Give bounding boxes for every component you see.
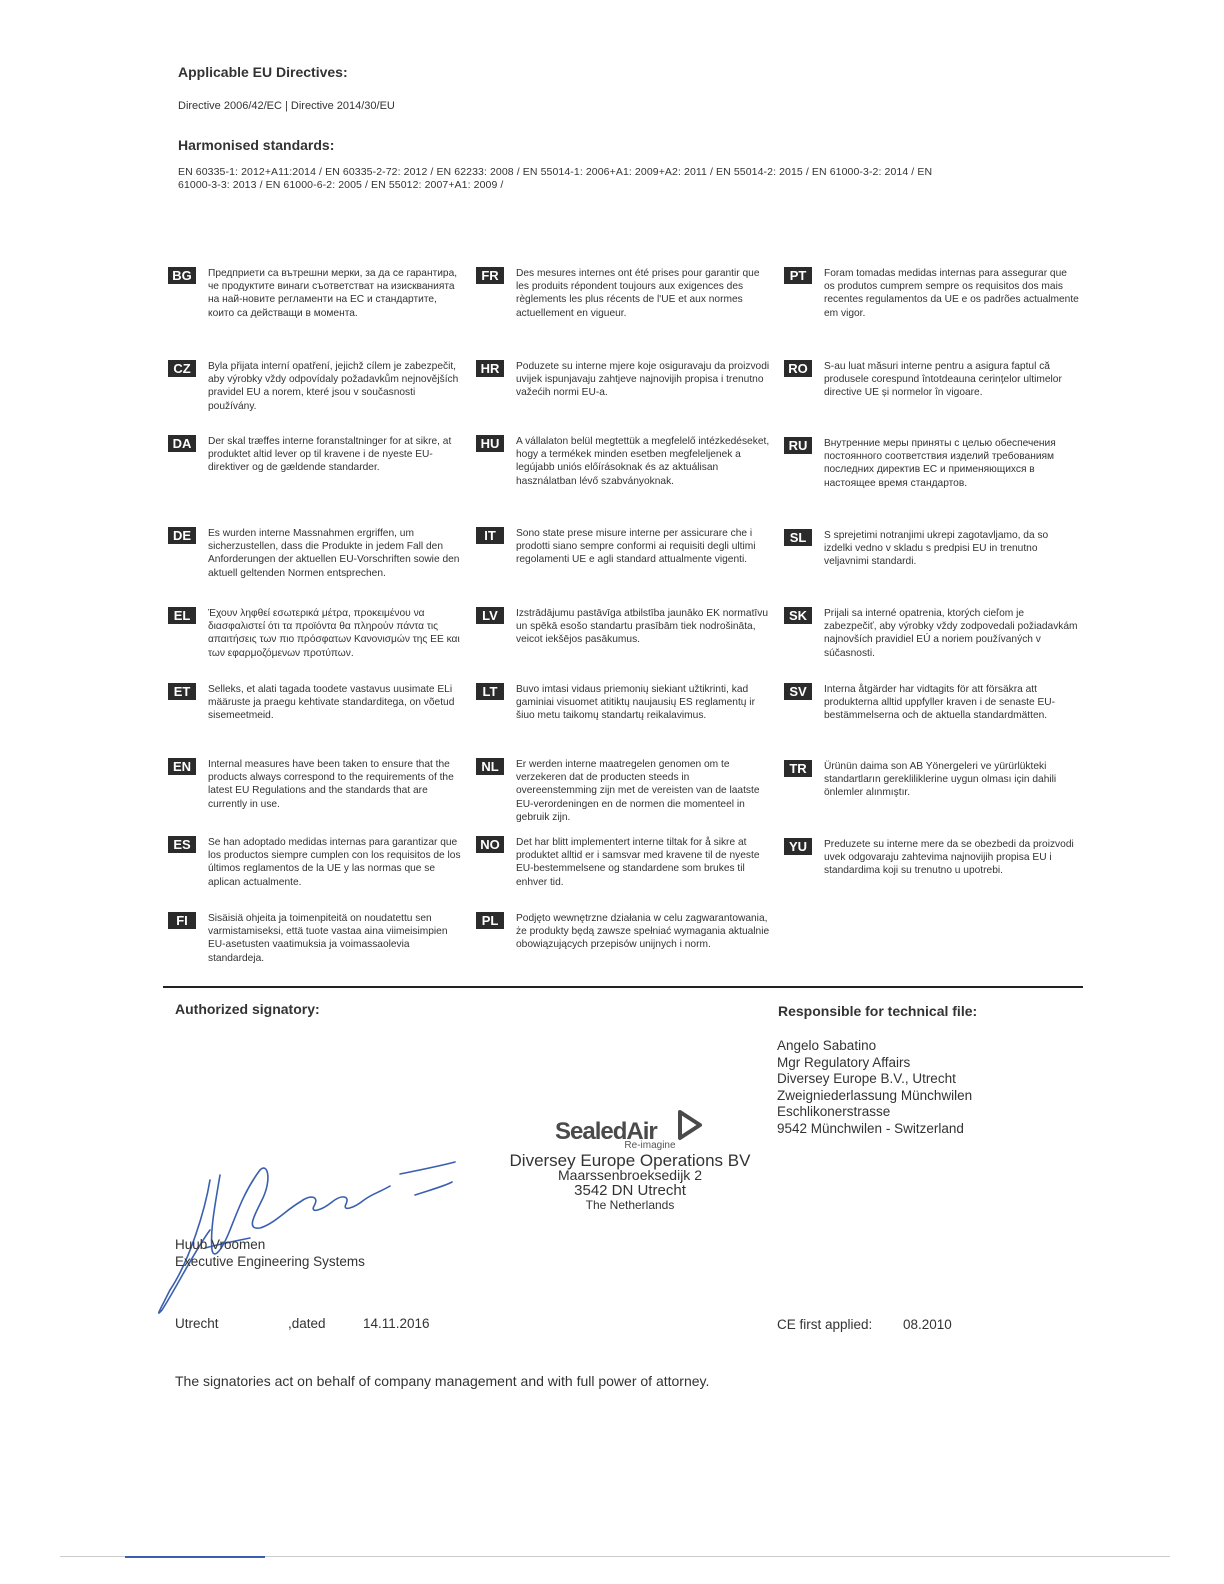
- dated-label: ,dated: [288, 1316, 326, 1331]
- lang-text: A vállalaton belül megtettük a megfelelő intézkedéseket, hogy a termékek minden esetben megfeleljenek a legújabb uniós előírásoknak és az aktuálisan használatban lévő szabványoknak.: [516, 436, 770, 487]
- standards-line-2: 61000-3-3: 2013 / EN 61000-6-2: 2005 / EN 55012: 2007+A1: 2009 /: [178, 179, 504, 191]
- lang-text: Ürünün daima son AB Yönergeleri ve yürürlükteki standartların gerekliliklerine uygun olması için dahili önlemler alınmıştır.: [824, 761, 1057, 799]
- company-logo-text: SealedAir: [555, 1118, 657, 1145]
- footer-accent-rule: [125, 1556, 265, 1558]
- lang-text: Interna åtgärder har vidtagits för att försäkra att produkterna alltid uppfyller kraven i de senaste EU-bestämmelserna och de aktuella standardmätten.: [824, 684, 1056, 722]
- standards-title: Harmonised standards:: [178, 137, 335, 153]
- lang-text: Se han adoptado medidas internas para garantizar que los productos siempre cumplen con los requisitos de los últimos reglamentos de la UE y las normas que se aplican actualmente.: [208, 837, 461, 888]
- lang-text: Izstrādājumu pastāvīga atbilstība jaunāko EK normatīvu un spēkā esošo standartu prasībām tiek nodrošināta, veicot iekšējos pasākumus.: [516, 608, 768, 646]
- lang-code: EL: [168, 607, 196, 624]
- signatory-name: Huub Vroomen: [175, 1237, 266, 1252]
- company-name: Diversey Europe Operations BV: [509, 1151, 751, 1170]
- lang-text: Internal measures have been taken to ensure that the products always correspond to the requirements of the latest EU Regulations and the standards that are currently in use.: [208, 759, 454, 810]
- lang-text: Podjęto wewnętrzne działania w celu zagwarantowania, że produkty będą zawsze spełniać wymagania aktualnie obowiązujących przepisów unijnych i norm.: [516, 913, 770, 951]
- lang-code: FR: [476, 267, 504, 284]
- company-street: Maarssenbroeksedijk 2: [558, 1167, 702, 1183]
- lang-code: RU: [784, 437, 812, 454]
- footer-note: The signatories act on behalf of company management and with full power of attorney.: [175, 1373, 710, 1389]
- lang-code: ES: [168, 836, 196, 853]
- section-divider: [163, 986, 1083, 988]
- handwritten-signature: [150, 1150, 470, 1320]
- lang-code: HU: [476, 435, 504, 452]
- technical-file-title: Responsible for technical file:: [778, 1003, 978, 1019]
- lang-code: HR: [476, 360, 504, 377]
- company-tagline: Re-imagine: [624, 1140, 676, 1151]
- lang-code: NO: [476, 836, 504, 853]
- lang-text: Foram tomadas medidas internas para assegurar que os produtos cumprem sempre os requisitos dos mais recentes regulamentos da UE e os padrões actualmente em vigor.: [824, 268, 1079, 319]
- lang-code: SL: [784, 529, 812, 546]
- company-stamp: [500, 1108, 760, 1213]
- technical-file-line: 9542 Münchwilen - Switzerland: [777, 1120, 964, 1136]
- lang-text: Предприети са вътрешни мерки, за да се гарантира, че продуктите винаги съответстват на изискванията на най-новите регламенти на ЕС и стандартите, които са действащи в момента.: [208, 268, 458, 319]
- sealedair-logo-icon: [676, 1108, 706, 1142]
- company-country: The Netherlands: [585, 1198, 675, 1212]
- technical-file-line: Diversey Europe B.V., Utrecht: [777, 1071, 956, 1086]
- lang-code: DE: [168, 527, 196, 544]
- lang-text: Poduzete su interne mjere koje osiguravaju da proizvodi uvijek ispunjavaju zahtjeve najnovijih propisa i trenutno važećih normi EU-a.: [516, 361, 770, 399]
- lang-code: YU: [784, 838, 812, 855]
- lang-text: Внутренние меры приняты с целью обеспечения постоянного соответствия изделий требованиям последних директив ЕС и применяющихся в настоящее время стандартов.: [824, 438, 1056, 489]
- ce-first-applied-value: 08.2010: [903, 1317, 952, 1332]
- directives-text: Directive 2006/42/EC | Directive 2014/30/EU: [178, 100, 395, 112]
- lang-text: Buvo imtasi vidaus priemonių siekiant užtikrinti, kad gaminiai visuomet atitiktų naujausių ES reglamentų ir šiuo metu taikomų standartų reikalavimus.: [516, 684, 755, 722]
- lang-text: Prijali sa interné opatrenia, ktorých cieľom je zabezpečiť, aby výrobky vždy zodpovedali požiadavkám najnovších pravidiel EÚ a noriem používaných v súčasnosti.: [824, 608, 1078, 659]
- lang-text: S-au luat măsuri interne pentru a asigura faptul că produsele corespund întotdeauna cerințelor ultimelor directive UE și normelor în vigoare.: [824, 361, 1062, 399]
- lang-code: IT: [476, 527, 504, 544]
- lang-text: Es wurden interne Massnahmen ergriffen, um sicherzustellen, dass die Produkte in jedem Fall den Anforderungen der aktuellen EU-Vorschriften sowie den aktuell geltenden Normen entsprechen.: [208, 528, 460, 579]
- lang-text: Selleks, et alati tagada toodete vastavus uusimate ELi määruste ja praegu kehtivate standarditega, on võetud sisemeetmeid.: [208, 684, 455, 722]
- lang-code: CZ: [168, 360, 196, 377]
- lang-text: Sono state prese misure interne per assicurare che i prodotti siano sempre conformi ai requisiti degli ultimi regolamenti UE e agli standard attualmente vigenti.: [516, 528, 756, 566]
- lang-code: RO: [784, 360, 812, 377]
- lang-code: EN: [168, 758, 196, 775]
- lang-code: SK: [784, 607, 812, 624]
- directives-title: Applicable EU Directives:: [178, 64, 348, 80]
- lang-text: Sisäisiä ohjeita ja toimenpiteitä on noudatettu sen varmistamiseksi, että tuote vastaa aina viimeisimpien EU-asetusten vaatimuksia ja voimassaolevia standardeja.: [208, 913, 448, 964]
- lang-code: FI: [168, 912, 196, 929]
- signature-date: 14.11.2016: [363, 1316, 430, 1331]
- technical-file-line: Mgr Regulatory Affairs: [777, 1054, 911, 1070]
- technical-file-line: Zweigniederlassung Münchwilen: [777, 1087, 973, 1103]
- technical-file-line: Eschlikonerstrasse: [777, 1104, 891, 1119]
- technical-file-line: Angelo Sabatino: [777, 1038, 877, 1053]
- ce-first-applied-label: CE first applied:: [777, 1317, 873, 1332]
- lang-text: Byla přijata interní opatření, jejichž cílem je zabezpečit, aby výrobky vždy odpovídaly požadavkům nejnovějších pravidel EU a norem, které jsou v současnosti používány.: [208, 361, 459, 412]
- lang-text: Det har blitt implementert interne tiltak for å sikre at produktet alltid er i samsvar med kravene til de nyeste EU-bestemmelsene og standardene som brukes til enhver tid.: [516, 837, 760, 888]
- lang-code: ET: [168, 683, 196, 700]
- lang-code: DA: [168, 435, 196, 452]
- lang-text: Der skal træffes interne foranstaltninger for at sikre, at produktet altid lever op til kravene i de nyeste EU-direktiver og de gældende standarder.: [208, 436, 452, 474]
- lang-code: NL: [476, 758, 504, 775]
- lang-code: PT: [784, 267, 812, 284]
- lang-text: S sprejetimi notranjimi ukrepi zagotavljamo, da so izdelki vedno v skladu s predpisi EU in trenutno veljavnimi standardi.: [824, 530, 1049, 568]
- lang-code: BG: [168, 267, 196, 284]
- lang-code: LT: [476, 683, 504, 700]
- signatory-title: Authorized signatory:: [175, 1001, 320, 1017]
- lang-code: TR: [784, 760, 812, 777]
- lang-text: Preduzete su interne mere da se obezbedi da proizvodi uvek odgovaraju zahtevima najnovijih propisa EU i standardima koji su trenutno u upotrebi.: [824, 839, 1074, 877]
- lang-text: Er werden interne maatregelen genomen om te verzekeren dat de producten steeds in overeenstemming zijn met de vereisten van de laatste EU-verordeningen en de normen die momenteel in gebruik zijn.: [516, 759, 760, 823]
- standards-line-1: EN 60335-1: 2012+A11:2014 / EN 60335-2-72: 2012 / EN 62233: 2008 / EN 55014-1: 2006+A1: 2009+A2: 2011 / EN 55014-2: 2015 / EN 61000-3-2: 2014 / EN: [178, 166, 933, 178]
- signatory-place: Utrecht: [175, 1316, 219, 1331]
- lang-code: PL: [476, 912, 504, 929]
- company-postal: 3542 DN Utrecht: [574, 1182, 686, 1199]
- lang-code: SV: [784, 683, 812, 700]
- signatory-role: Executive Engineering Systems: [175, 1254, 365, 1269]
- lang-text: Έχουν ληφθεί εσωτερικά μέτρα, προκειμένου να διασφαλιστεί ότι τα προϊόντα θα πληρούν πάντα τις απαιτήσεις των πιο πρόσφατων Κανονισμών της ΕΕ και των εφαρμοζόμενων προτύπων.: [208, 608, 460, 659]
- lang-text: Des mesures internes ont été prises pour garantir que les produits répondent toujours aux exigences des règlements les plus récents de l'UE et aux normes actuellement en vigueur.: [516, 268, 760, 319]
- technical-file-contact: [777, 1038, 972, 1137]
- lang-code: LV: [476, 607, 504, 624]
